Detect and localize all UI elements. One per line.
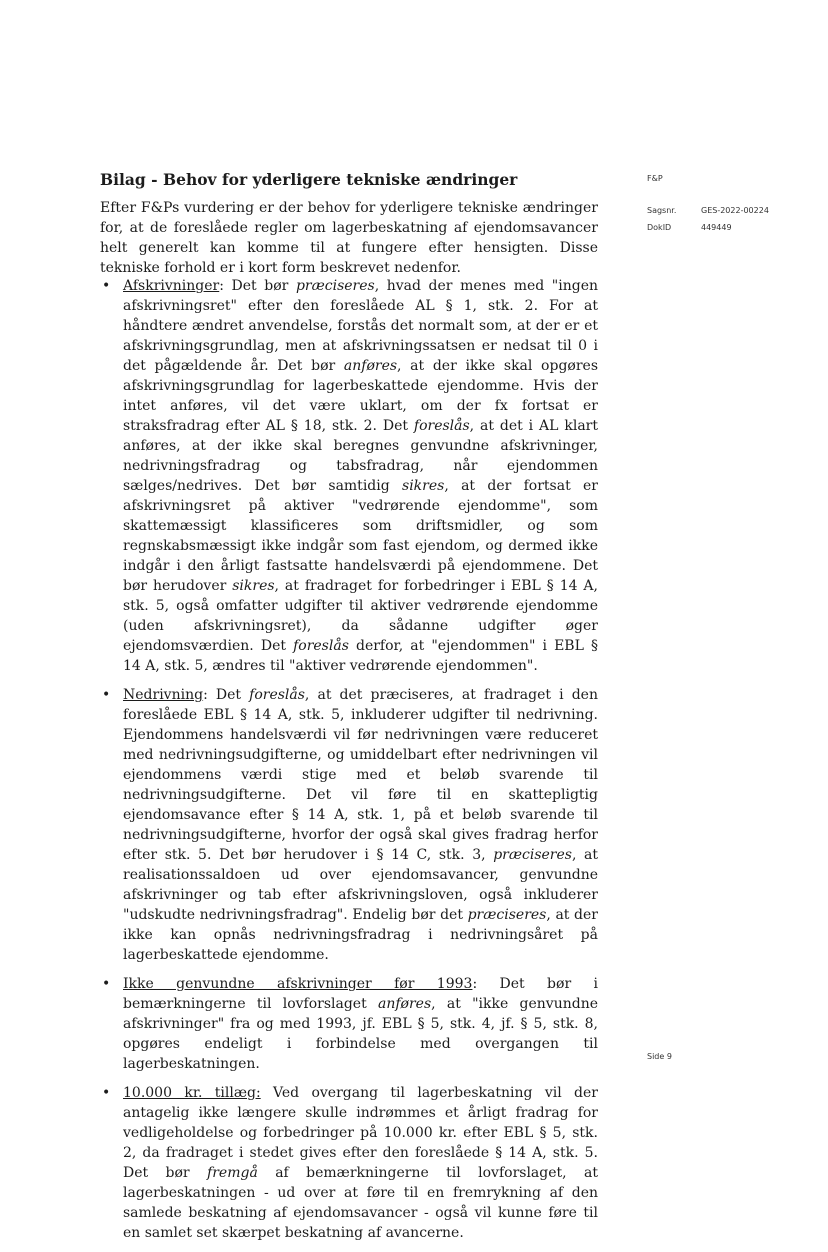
bullet-term: 10.000 kr. tillæg: [123, 1085, 261, 1101]
emphasis-text: sikres [402, 478, 445, 494]
emphasis-text: foreslås [413, 418, 470, 434]
bullet-marker: • [102, 687, 111, 703]
bullet-marker: • [102, 976, 111, 992]
document-title: Bilag - Behov for yderligere tekniske ændringer [100, 170, 518, 189]
emphasis-text: foreslås [249, 687, 305, 703]
brand-label: F&P [647, 174, 663, 183]
page-number: Side 9 [647, 1052, 672, 1061]
emphasis-text: foreslås [293, 638, 349, 654]
emphasis-text: præciseres [467, 907, 547, 923]
bullet-marker: • [102, 278, 111, 294]
doc-id-label: DokID [647, 223, 672, 232]
bullet-term: Nedrivning [123, 687, 204, 703]
bullet-item: • Ikke genvundne afskrivninger før 1993: Det bør i bemærkningerne til lovforslaget anføres, at "ikke genvundne afskrivninger" fra og med 1993, jf. EBL § 5, stk. 4, jf. § 5, stk. 8, opgøres endeligt i forbindelse med overgangen til lagerbeskatningen. [102, 976, 598, 1072]
bullet-term: Afskrivninger [123, 278, 220, 294]
bullet-marker: • [102, 1085, 111, 1101]
bullet-item: • 10.000 kr. tillæg: Ved overgang til lagerbeskatning vil der antagelig ikke længere skulle indrømmes et årligt fradrag for vedligeholdelse og forbedringer på 10.000 kr. efter EBL § 5, stk. 2, da fradraget i stedet gives efter den foreslåede § 14 A, stk. 5. Det bør fremgå af bemærkningerne til lovforslaget, at lagerbeskatningen - ud over at føre til en fremrykning af den samlede beskatning af ejendomsavancer - også vil kunne føre til en samlet set skærpet beskatning af avancerne. [102, 1085, 598, 1241]
intro-paragraph: Efter F&Ps vurdering er der behov for yderligere tekniske ændringer for, at de foreslåede regler om lagerbeskatning af ejendomsavancer helt generelt kan komme til at fungere efter hensigten. Disse tekniske forhold er i kort form beskrevet nedenfor. [100, 200, 598, 276]
case-number-value: GES-2022-00224 [701, 206, 769, 215]
bullet-item: • Afskrivninger: Det bør præciseres, hvad der menes med "ingen afskrivningsret" efter den foreslåede AL § 1, stk. 2. For at håndtere ændret anvendelse, forstås det normalt som, at der er et afskrivningsgrundlag, men at afskrivningssatsen er nedsat til 0 i det pågældende år. Det bør anføres, at der ikke skal opgøres afskrivningsgrundlag for lagerbeskattede ejendomme. Hvis der intet anføres, vil det være uklart, om der fx fortsat er straksfradrag efter AL § 18, stk. 2. Det foreslås, at det i AL klart anføres, at der ikke skal beregnes genvundne afskrivninger, nedrivningsfradrag og tabsfradrag, når ejendommen sælges/nedrives. Det bør samtidig sikres, at der fortsat er afskrivningsret på aktiver "vedrørende ejendomme", som skattemæssigt klassificeres som driftsmidler, og som regnskabsmæssigt ikke indgår som fast ejendom, og dermed ikke indgår i den årligt fastsatte handelsværdi på ejendommene. Det bør herudover sikres, at fradraget for forbedringer i EBL § 14 A, stk. 5, også omfatter udgifter til aktiver vedrørende ejendomme (uden afskrivningsret), da sådanne udgifter øger ejendomsværdien. Det foreslås derfor, at "ejendommen" i EBL § 14 A, stk. 5, ændres til "aktiver vedrørende ejendommen". [102, 278, 599, 674]
emphasis-text: præciseres [493, 847, 572, 863]
emphasis-text: fremgå [207, 1165, 258, 1181]
emphasis-text: sikres [232, 578, 275, 594]
bullet-term: Ikke genvundne afskrivninger før 1993 [123, 976, 473, 992]
case-number-label: Sagsnr. [647, 206, 677, 215]
bullet-list [100, 276, 598, 1252]
emphasis-text: anføres [343, 358, 398, 374]
doc-id-value: 449449 [701, 223, 732, 232]
emphasis-text: præciseres [295, 278, 375, 294]
bullet-item: • Nedrivning: Det foreslås, at det præciseres, at fradraget i den foreslåede EBL § 14 A, stk. 5, inkluderer udgifter til nedrivning. Ejendommens handelsværdi vil før nedrivningen være reduceret med nedrivningsudgifterne, og umiddelbart efter nedrivningen vil ejendommens værdi stige med et beløb svarende til nedrivningsudgifterne. Det vil føre til en skattepligtig ejendomsavance efter § 14 A, stk. 1, på et beløb svarende til nedrivningsudgifterne, hvorfor der også skal gives fradrag herfor efter stk. 5. Det bør herudover i § 14 C, stk. 3, præciseres, at realisationssaldoen ud over ejendomsavancer, genvundne afskrivninger og tab efter afskrivningsloven, også inkluderer "udskudte nedrivningsfradrag". Endelig bør det præciseres, at der ikke kan opnås nedrivningsfradrag i nedrivningsåret på lagerbeskattede ejendomme. [102, 687, 598, 963]
emphasis-text: anføres [378, 996, 432, 1012]
